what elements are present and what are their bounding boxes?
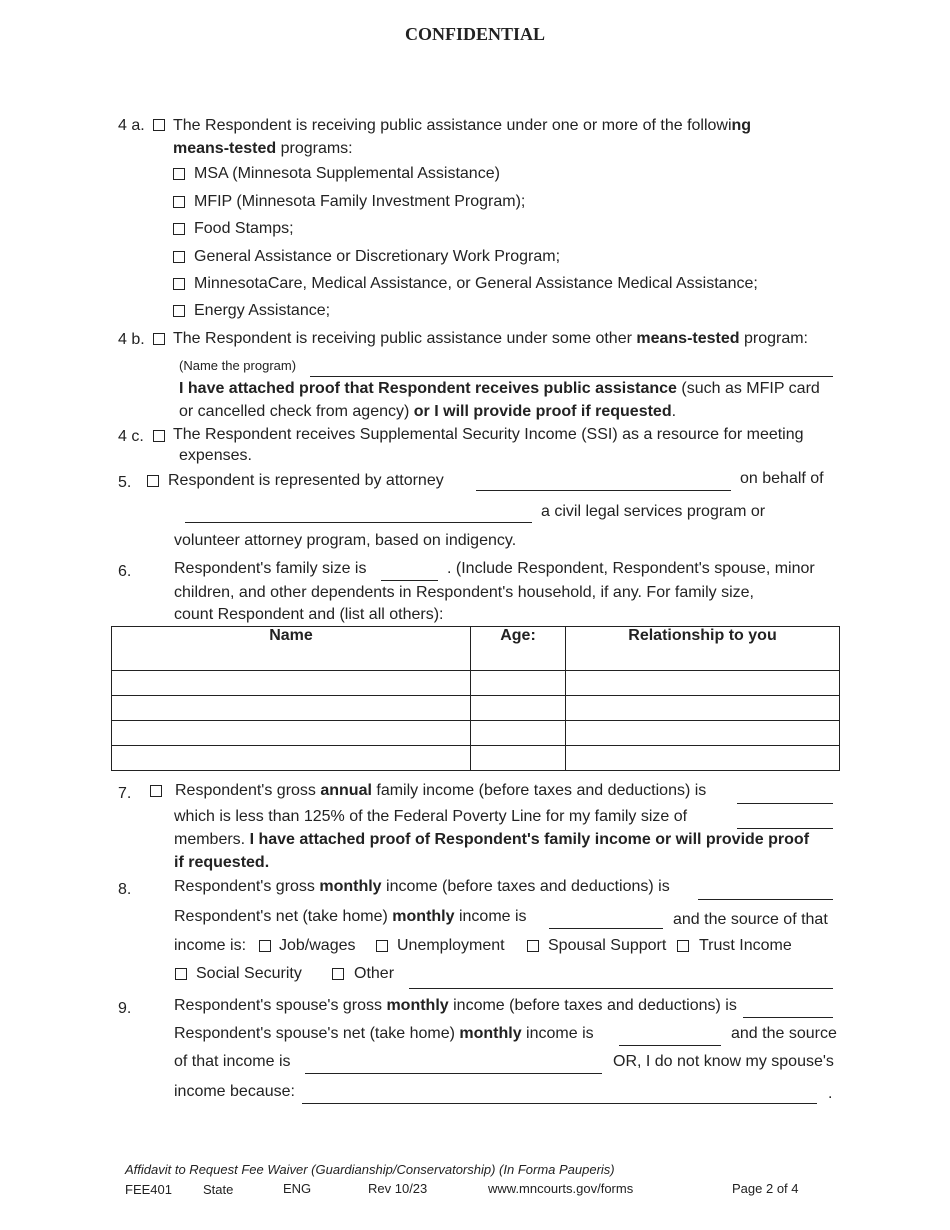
item-9-period: . (828, 1085, 833, 1102)
item-4a-number: 4 a. (118, 117, 145, 134)
net-monthly-income-field[interactable] (549, 928, 663, 929)
program-name-hint: (Name the program) (179, 358, 297, 373)
energy-assistance-label: Energy Assistance; (194, 302, 331, 319)
footer-url[interactable]: www.mncourts.gov/forms (488, 1181, 634, 1196)
attorney-name-field[interactable] (476, 490, 731, 491)
item-9-text-line3: of that income is (174, 1053, 291, 1070)
program-name-field[interactable] (310, 376, 833, 377)
item-9-text-line2: Respondent's spouse's net (take home) monthly income is (174, 1025, 594, 1042)
item-4a-text: The Respondent is receiving public assistance under one or more of the following (173, 117, 752, 134)
family-size-field[interactable] (381, 580, 438, 581)
minnesotacare-label: MinnesotaCare, Medical Assistance, or General Assistance Medical Assistance; (194, 275, 758, 292)
relationship-cell[interactable] (566, 721, 840, 746)
item-4b-checkbox[interactable] (153, 333, 165, 345)
msa-checkbox[interactable] (173, 168, 185, 180)
item-8-text-line2: Respondent's net (take home) monthly income is (174, 908, 527, 925)
item-8-income-is: income is: (174, 937, 247, 954)
item-4c-number: 4 c. (118, 428, 144, 445)
other-income-source-field[interactable] (409, 988, 833, 989)
relationship-column-header: Relationship to you (566, 627, 840, 671)
item-9-text-line4: income because: (174, 1083, 295, 1100)
other-income-label: Other (354, 965, 395, 982)
gross-monthly-income-field[interactable] (698, 899, 833, 900)
relationship-cell[interactable] (566, 671, 840, 696)
relationship-cell[interactable] (566, 696, 840, 721)
item-7-text: Respondent's gross annual family income (before taxes and deductions) is (175, 782, 707, 799)
annual-income-field[interactable] (737, 803, 833, 804)
item-6-text-line3: count Respondent and (list all others): (174, 606, 444, 623)
item-6-text-a: Respondent's family size is (174, 560, 367, 577)
spouse-gross-income-field[interactable] (743, 1017, 833, 1018)
unemployment-label: Unemployment (397, 937, 505, 954)
general-assistance-checkbox[interactable] (173, 251, 185, 263)
footer-language: ENG (283, 1181, 312, 1196)
item-7-text-line4: if requested. (174, 854, 270, 871)
footer-page-number: Page 2 of 4 (732, 1181, 799, 1196)
family-size-members-field[interactable] (737, 828, 833, 829)
item-6-text-line2: children, and other dependents in Respondent's household, if any. For family size, (174, 584, 754, 601)
item-9-source-text: and the source (731, 1025, 837, 1042)
item-4c-text: The Respondent receives Supplemental Security Income (SSI) as a resource for meeting (173, 426, 804, 443)
item-4a-text-line2: means-tested programs: (173, 140, 353, 157)
proof-statement: I have attached proof that Respondent receives public assistance (such as MFIP card (179, 380, 820, 397)
age-column-header: Age: (471, 627, 566, 671)
table-row (112, 721, 840, 746)
item-7-number: 7. (118, 785, 132, 802)
item-4b-text: The Respondent is receiving public assistance under some other means-tested program: (173, 330, 808, 347)
name-cell[interactable] (112, 721, 471, 746)
other-income-checkbox[interactable] (332, 968, 344, 980)
footer-form-title: Affidavit to Request Fee Waiver (Guardianship/Conservatorship) (In Forma Pauperis) (125, 1162, 615, 1177)
item-4b-number: 4 b. (118, 331, 145, 348)
footer-form-code: FEE401 (125, 1182, 172, 1197)
item-5-text-volunteer: volunteer attorney program, based on indigency. (174, 532, 517, 549)
job-wages-checkbox[interactable] (259, 940, 271, 952)
general-assistance-label: General Assistance or Discretionary Work Program; (194, 248, 561, 265)
item-6-text-b: . (Include Respondent, Respondent's spouse, minor (447, 560, 815, 577)
spouse-income-source-field[interactable] (305, 1073, 602, 1074)
food-stamps-checkbox[interactable] (173, 223, 185, 235)
social-security-label: Social Security (196, 965, 302, 982)
item-4c-checkbox[interactable] (153, 430, 165, 442)
age-cell[interactable] (471, 746, 566, 771)
legal-services-program-field[interactable] (185, 522, 532, 523)
item-4c-text-line2: expenses. (179, 447, 252, 464)
item-5-checkbox[interactable] (147, 475, 159, 487)
minnesotacare-checkbox[interactable] (173, 278, 185, 290)
item-9-text: Respondent's spouse's gross monthly income (before taxes and deductions) is (174, 997, 737, 1014)
footer-revision: Rev 10/23 (368, 1181, 428, 1196)
family-members-table (111, 626, 840, 771)
age-cell[interactable] (471, 696, 566, 721)
item-4a-checkbox[interactable] (153, 119, 165, 131)
spousal-support-checkbox[interactable] (527, 940, 539, 952)
job-wages-label: Job/wages (279, 937, 356, 954)
name-cell[interactable] (112, 696, 471, 721)
food-stamps-label: Food Stamps; (194, 220, 294, 237)
item-5-text: Respondent is represented by attorney (168, 472, 444, 489)
proof-statement-line2: or cancelled check from agency) or I will provide proof if requested. (179, 403, 677, 420)
relationship-cell[interactable] (566, 746, 840, 771)
item-8-source-text: and the source of that (673, 911, 828, 928)
item-9-number: 9. (118, 1000, 132, 1017)
item-7-text-line3: members. I have attached proof of Respondent's family income or will provide proof (174, 831, 810, 848)
footer-state: State (203, 1182, 234, 1197)
msa-label: MSA (Minnesota Supplemental Assistance) (194, 165, 500, 182)
mfip-label: MFIP (Minnesota Family Investment Program); (194, 193, 526, 210)
name-column-header: Name (112, 627, 471, 671)
unemployment-checkbox[interactable] (376, 940, 388, 952)
mfip-checkbox[interactable] (173, 196, 185, 208)
item-8-text: Respondent's gross monthly income (before taxes and deductions) is (174, 878, 670, 895)
energy-assistance-checkbox[interactable] (173, 305, 185, 317)
age-cell[interactable] (471, 721, 566, 746)
trust-income-checkbox[interactable] (677, 940, 689, 952)
item-5-on-behalf: on behalf of (740, 470, 824, 487)
age-cell[interactable] (471, 671, 566, 696)
table-row (112, 696, 840, 721)
spouse-net-income-field[interactable] (619, 1045, 721, 1046)
trust-income-label: Trust Income (699, 937, 792, 954)
item-6-number: 6. (118, 563, 132, 580)
page-title: CONFIDENTIAL (404, 24, 546, 44)
item-5-text-program: a civil legal services program or (541, 503, 766, 520)
item-7-text-line2: which is less than 125% of the Federal Poverty Line for my family size of (174, 808, 688, 825)
name-cell[interactable] (112, 671, 471, 696)
name-cell[interactable] (112, 746, 471, 771)
table-row (112, 671, 840, 696)
item-5-number: 5. (118, 474, 132, 491)
item-7-checkbox[interactable] (150, 785, 162, 797)
item-8-number: 8. (118, 881, 132, 898)
spousal-support-label: Spousal Support (548, 937, 667, 954)
social-security-checkbox[interactable] (175, 968, 187, 980)
unknown-income-reason-field[interactable] (302, 1103, 817, 1104)
table-row (112, 746, 840, 771)
item-9-unknown-text: OR, I do not know my spouse's (613, 1053, 834, 1070)
